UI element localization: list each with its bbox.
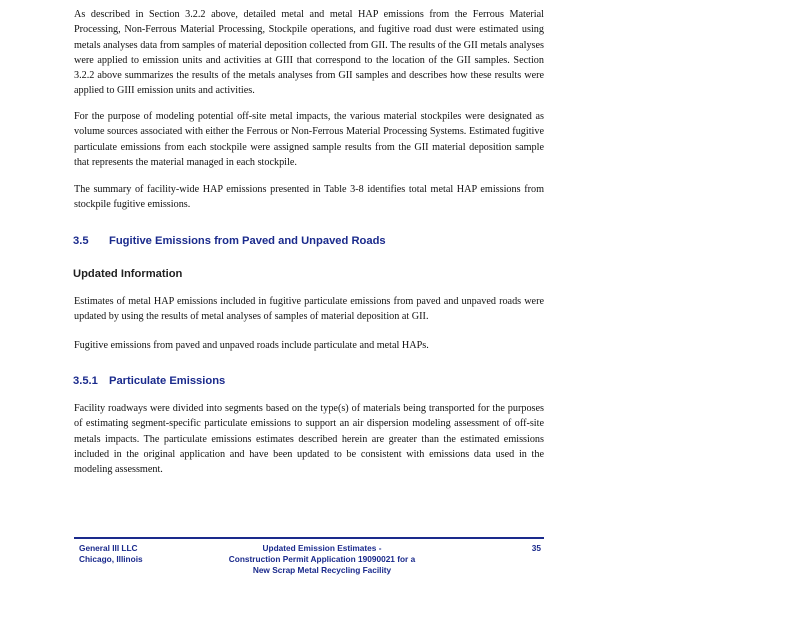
paragraph-metals-analyses: As described in Section 3.2.2 above, detailed metal and metal HAP emissions from the Ferrous Material Processing, Non-Ferrous Material Processing, Stockpile operations, and fugitive road dust were estimated using metals analyses data from samples of material deposition collected from GII. The results of the GII metals analyses were applied to emission units and activities at GIII that correspond to the location of the GII samples. Section 3.2.2 above summarizes the results of the metals analyses from GII samples and describes how these results were applied to GIII emission units and activities. [74, 9, 544, 97]
section-heading-3-5 [73, 235, 386, 247]
paragraph-hap-summary: The summary of facility-wide HAP emissions presented in Table 3-8 identifies total metal HAP emissions from stockpile fugitive emissions. [74, 184, 544, 211]
paragraph-stockpile-modeling: For the purpose of modeling potential off-site metal impacts, the various material stockpiles were designated as volume sources associated with either the Ferrous or Non-Ferrous Material Processing Systems. Estimated fugitive particulate emissions from each stockpile were assigned sample results from the GII material deposition sample that represents the material managed in each stockpile. [74, 111, 544, 168]
footer-doc-line-1: Updated Emission Estimates - [262, 543, 382, 553]
section-heading-3-5-1 [73, 375, 225, 387]
footer-doc-line-3: New Scrap Metal Recycling Facility [252, 565, 392, 575]
paragraph-road-hap-estimates: Estimates of metal HAP emissions included in fugitive particulate emissions from paved and unpaved roads were updated by using the results of metal analyses of samples of material deposition at GII. [74, 296, 544, 323]
footer-doc-line-2: Construction Permit Application 19090021 for a [228, 554, 416, 564]
footer-divider [74, 537, 544, 539]
section-title: Particulate Emissions [109, 375, 226, 387]
paragraph-road-fugitive: Fugitive emissions from paved and unpaved roads include particulate and metal HAPs. [74, 340, 429, 351]
footer-document-title [200, 543, 444, 576]
subheading-updated-information: Updated Information [73, 268, 183, 280]
section-title: Fugitive Emissions from Paved and Unpaved Roads [109, 235, 386, 247]
footer-company-block [79, 543, 143, 565]
paragraph-roadway-segments: Facility roadways were divided into segments based on the type(s) of materials being transported for the purposes of estimating segment-specific particulate emissions to support an air dispersion modeling assessment of off-site metals impacts. The particulate emissions estimates described herein are greater than the estimated emissions included in the original application and have been updated to be consistent with emissions data used in the modeling assessment. [74, 403, 544, 476]
footer-company: General III LLC [79, 543, 138, 553]
section-number: 3.5 [73, 235, 89, 247]
page-number: 35 [531, 543, 541, 553]
section-number: 3.5.1 [73, 375, 98, 387]
footer-location: Chicago, Illinois [79, 554, 143, 564]
